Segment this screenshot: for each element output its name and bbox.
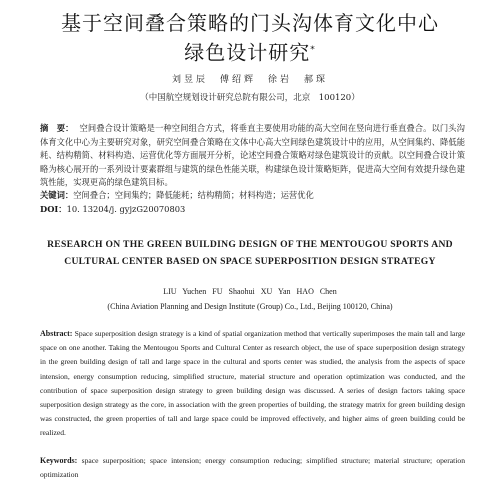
chinese-affiliation: （中国航空规划设计研究总院有限公司，北京 100120） (140, 93, 360, 103)
chinese-keywords-text: 空间叠合；空间集约；降低能耗；结构精简；材料构造；运营优化 (73, 190, 314, 200)
chinese-authors: 刘昱辰 傅绍辉 徐岩 郝琛 (171, 75, 328, 85)
english-abstract: Abstract: Space superposition design strategy is a kind of spatial organization method that vertically superimposes the main tall and large space on one another. Taking the Mentougou Sports and Cultural Center as research object, the use of space superposition design strategy in the green building design of tall and large space in the cultural and sports center was studied, the analysis from the aspects of space intension, energy consumption reducing, simplified structure, material structure and operation optimization was conducted, and the contribution of space superposition design strategy to green building design was discussed. A series of design factors taking space superposition design strategy as the core, in association with the green properties of building, the strategy matrix for green building design was constructed, the green properties of tall and large space could be improved effectively, and higher aims of green building could be realized. (40, 329, 465, 438)
doi (40, 203, 465, 215)
english-keywords: Keywords: space superposition; space intension; energy consumption reducing; simplified structure; material structure; operation optimization (40, 456, 465, 480)
english-abstract-label: Abstract (40, 329, 70, 338)
doi-text: 10. 13204/j. gyjzG20070803 (66, 204, 186, 214)
english-abstract-text: Space superposition design strategy is a kind of spatial organization method that vertically superimposes the main tall and large space on one another. Taking the Mentougou Sports and Cultural Center as research object, the use of space superposition design strategy in the green building design of tall and large space in the cultural and sports center was studied, the analysis from the aspects of space intension, energy consumption reducing, simplified structure, material structure and operation optimization was conducted, and the contribution of space superposition design strategy to green building design was discussed. A series of design factors taking space superposition design strategy as the core, in association with the green properties of building, the strategy matrix for green building design was constructed, the green properties of tall and large space could be improved effectively, and higher aims of green building could be realized. (40, 329, 465, 438)
chinese-abstract (40, 122, 465, 190)
english-title-line2: CULTURAL CENTER BASED ON SPACE SUPERPOSITION DESIGN STRATEGY (64, 256, 436, 267)
chinese-title (20, 10, 480, 67)
chinese-abstract-text: 空间叠合设计策略是一种空间组合方式，将垂直主要使用功能的高大空间在竖向进行垂直叠合。以门头沟体育文化中心为主要研究对象，研究空间叠合策略在文体中心高大空间绿色建筑设计中的应用，从空间集约、降低能耗、结构精简、材料构造、运营优化等方面展开分析，论述空间叠合策略对绿色建筑设计的贡献。以空间叠合设计策略为核心展开的一系列设计要素群组与建筑的绿色性能关联，构建绿色设计策略矩阵，促进高大空间有效提升绿色建筑性能，实现更高的绿色建筑目标。 (40, 123, 465, 188)
chinese-keywords (40, 189, 465, 201)
doi-label: DOI： (40, 204, 67, 214)
chinese-abstract-label: 摘 要： (40, 123, 74, 133)
title-footnote-mark: * (310, 45, 316, 55)
english-title-line1: RESEARCH ON THE GREEN BUILDING DESIGN OF THE MENTOUGOU SPORTS AND (47, 239, 453, 250)
english-title (18, 236, 482, 270)
english-keywords-label: Keywords (40, 456, 75, 465)
chinese-title-line2: 绿色设计研究 (184, 40, 311, 65)
english-authors: LIU Yuchen FU Shaohui XU Yan HAO Chen (163, 287, 337, 296)
chinese-title-line1: 基于空间叠合策略的门头沟体育文化中心 (61, 11, 439, 35)
chinese-keywords-label: 关键词： (40, 190, 74, 200)
english-keywords-text: space superposition; space intension; energy consumption reducing; simplified structure; material structure; operation optimization (40, 456, 465, 480)
english-affiliation: (China Aviation Planning and Design Institute (Group) Co., Ltd., Beijing 100120, China) (107, 302, 393, 311)
